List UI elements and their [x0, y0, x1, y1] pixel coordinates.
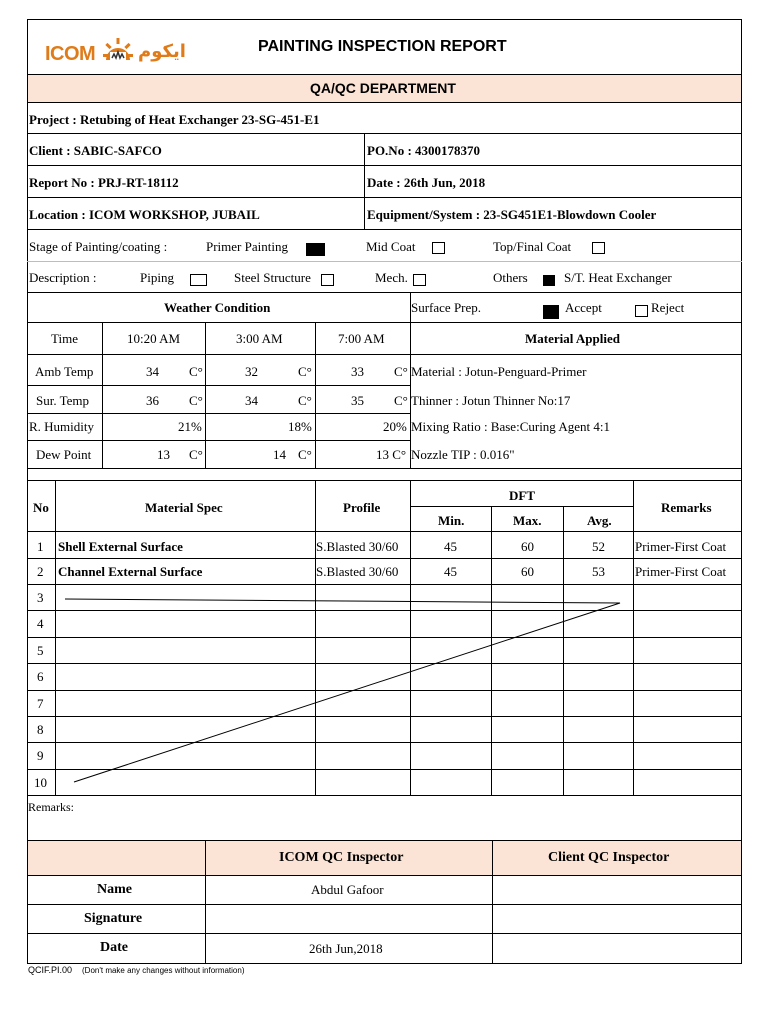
- humidity-2: 18%: [288, 419, 312, 434]
- logo-text: ICOM: [45, 43, 96, 65]
- row-9-no: 9: [37, 748, 44, 763]
- time-2: 3:00 AM: [236, 331, 283, 346]
- row-10-no: 10: [34, 775, 47, 790]
- col-min-header: Min.: [438, 513, 465, 528]
- desc-piping-label: Piping: [140, 270, 174, 285]
- row-7-no: 7: [37, 696, 44, 711]
- client-inspector-title: Client QC Inspector: [548, 850, 670, 865]
- client-field: Client : SABIC-SAFCO: [29, 143, 162, 158]
- surface-prep-label: Surface Prep.: [411, 300, 482, 315]
- stage-primer-label: Primer Painting: [206, 239, 288, 254]
- po-field: PO.No : 4300178370: [367, 143, 481, 158]
- sur-temp-unit-3: C°: [394, 393, 408, 408]
- icom-date-value: 26th Jun,2018: [309, 941, 383, 956]
- time-1: 10:20 AM: [127, 331, 181, 346]
- sur-temp-label: Sur. Temp: [36, 393, 90, 408]
- icom-inspector-title: ICOM QC Inspector: [279, 850, 404, 865]
- row-2-spec: Channel External Surface: [58, 564, 203, 579]
- material-applied-title: Material Applied: [525, 331, 620, 346]
- signature-label: Signature: [84, 911, 143, 926]
- weather-title: Weather Condition: [164, 300, 271, 315]
- desc-steel-label: Steel Structure: [234, 270, 311, 285]
- col-profile-header: Profile: [343, 500, 381, 515]
- reject-label: Reject: [651, 300, 685, 315]
- amb-temp-2: 32: [245, 364, 258, 379]
- dew-point-1: 13: [157, 447, 170, 462]
- row-2-min: 45: [444, 564, 457, 579]
- amb-temp-3: 33: [351, 364, 364, 379]
- time-label: Time: [51, 331, 78, 346]
- sur-temp-unit-2: C°: [298, 393, 312, 408]
- nozzle-line: Nozzle TIP : 0.016": [411, 447, 515, 462]
- col-remarks-header: Remarks: [661, 500, 712, 515]
- col-spec-header: Material Spec: [145, 500, 223, 515]
- row-1-spec: Shell External Surface: [58, 539, 183, 554]
- location-field: Location : ICOM WORKSHOP, JUBAIL: [29, 207, 260, 222]
- dew-point-3: 13 C°: [376, 447, 407, 462]
- row-1-remarks: Primer-First Coat: [635, 539, 727, 554]
- row-3-no: 3: [37, 590, 44, 605]
- amb-temp-1: 34: [146, 364, 159, 379]
- accept-label: Accept: [565, 300, 602, 315]
- amb-temp-unit-1: C°: [189, 364, 203, 379]
- dew-point-label: Dew Point: [36, 447, 92, 462]
- sur-temp-2: 34: [245, 393, 258, 408]
- equipment-field: Equipment/System : 23-SG451E1-Blowdown Cooler: [367, 207, 657, 222]
- col-max-header: Max.: [513, 513, 542, 528]
- remarks-label: Remarks:: [28, 800, 74, 814]
- stage-label: Stage of Painting/coating :: [29, 239, 168, 254]
- dew-point-unit-2: C°: [298, 447, 312, 462]
- desc-mech-label: Mech.: [375, 270, 408, 285]
- row-2-max: 60: [521, 564, 534, 579]
- report-no-field: Report No : PRJ-RT-18112: [29, 175, 179, 190]
- row-1-max: 60: [521, 539, 534, 554]
- name-label: Name: [97, 882, 132, 897]
- project-field: Project : Retubing of Heat Exchanger 23-SG-451-E1: [29, 112, 320, 127]
- dew-point-unit-1: C°: [189, 447, 203, 462]
- date-label: Date: [100, 940, 128, 955]
- time-3: 7:00 AM: [338, 331, 385, 346]
- row-8-no: 8: [37, 722, 44, 737]
- row-5-no: 5: [37, 643, 44, 658]
- icom-name-value: Abdul Gafoor: [311, 882, 384, 897]
- row-2-remarks: Primer-First Coat: [635, 564, 727, 579]
- amb-temp-label: Amb Temp: [35, 364, 94, 379]
- mixing-line: Mixing Ratio : Base:Curing Agent 4:1: [411, 419, 610, 434]
- row-6-no: 6: [37, 669, 44, 684]
- description-label: Description :: [29, 270, 97, 285]
- amb-temp-unit-3: C°: [394, 364, 408, 379]
- col-dft-header: DFT: [509, 488, 535, 503]
- humidity-1: 21%: [178, 419, 202, 434]
- sur-temp-3: 35: [351, 393, 364, 408]
- desc-others-label: Others: [493, 270, 528, 285]
- footer-note: (Don't make any changes without information): [82, 966, 245, 975]
- sur-temp-1: 36: [146, 393, 159, 408]
- row-2-avg: 53: [592, 564, 605, 579]
- stage-mid-label: Mid Coat: [366, 239, 416, 254]
- footer-code: QCIF.PI.00: [28, 965, 73, 975]
- material-line: Material : Jotun-Penguard-Primer: [411, 364, 587, 379]
- col-avg-header: Avg.: [587, 513, 612, 528]
- row-2-no: 2: [37, 564, 44, 579]
- amb-temp-unit-2: C°: [298, 364, 312, 379]
- sur-temp-unit-1: C°: [189, 393, 203, 408]
- thinner-line: Thinner : Jotun Thinner No:17: [411, 393, 571, 408]
- row-1-no: 1: [37, 539, 44, 554]
- stage-top-label: Top/Final Coat: [493, 239, 572, 254]
- col-no-header: No: [33, 500, 49, 515]
- humidity-3: 20%: [383, 419, 407, 434]
- dew-point-2: 14: [273, 447, 286, 462]
- row-4-no: 4: [37, 616, 44, 631]
- logo-arabic-text: ايكوم: [138, 41, 186, 61]
- desc-others-value: S/T. Heat Exchanger: [564, 270, 672, 285]
- department-title: QA/QC DEPARTMENT: [310, 80, 456, 96]
- date-field: Date : 26th Jun, 2018: [367, 175, 486, 190]
- row-1-avg: 52: [592, 539, 605, 554]
- row-1-min: 45: [444, 539, 457, 554]
- row-2-profile: S.Blasted 30/60: [316, 564, 399, 579]
- humidity-label: R. Humidity: [29, 419, 95, 434]
- row-1-profile: S.Blasted 30/60: [316, 539, 399, 554]
- page-title: PAINTING INSPECTION REPORT: [258, 38, 507, 55]
